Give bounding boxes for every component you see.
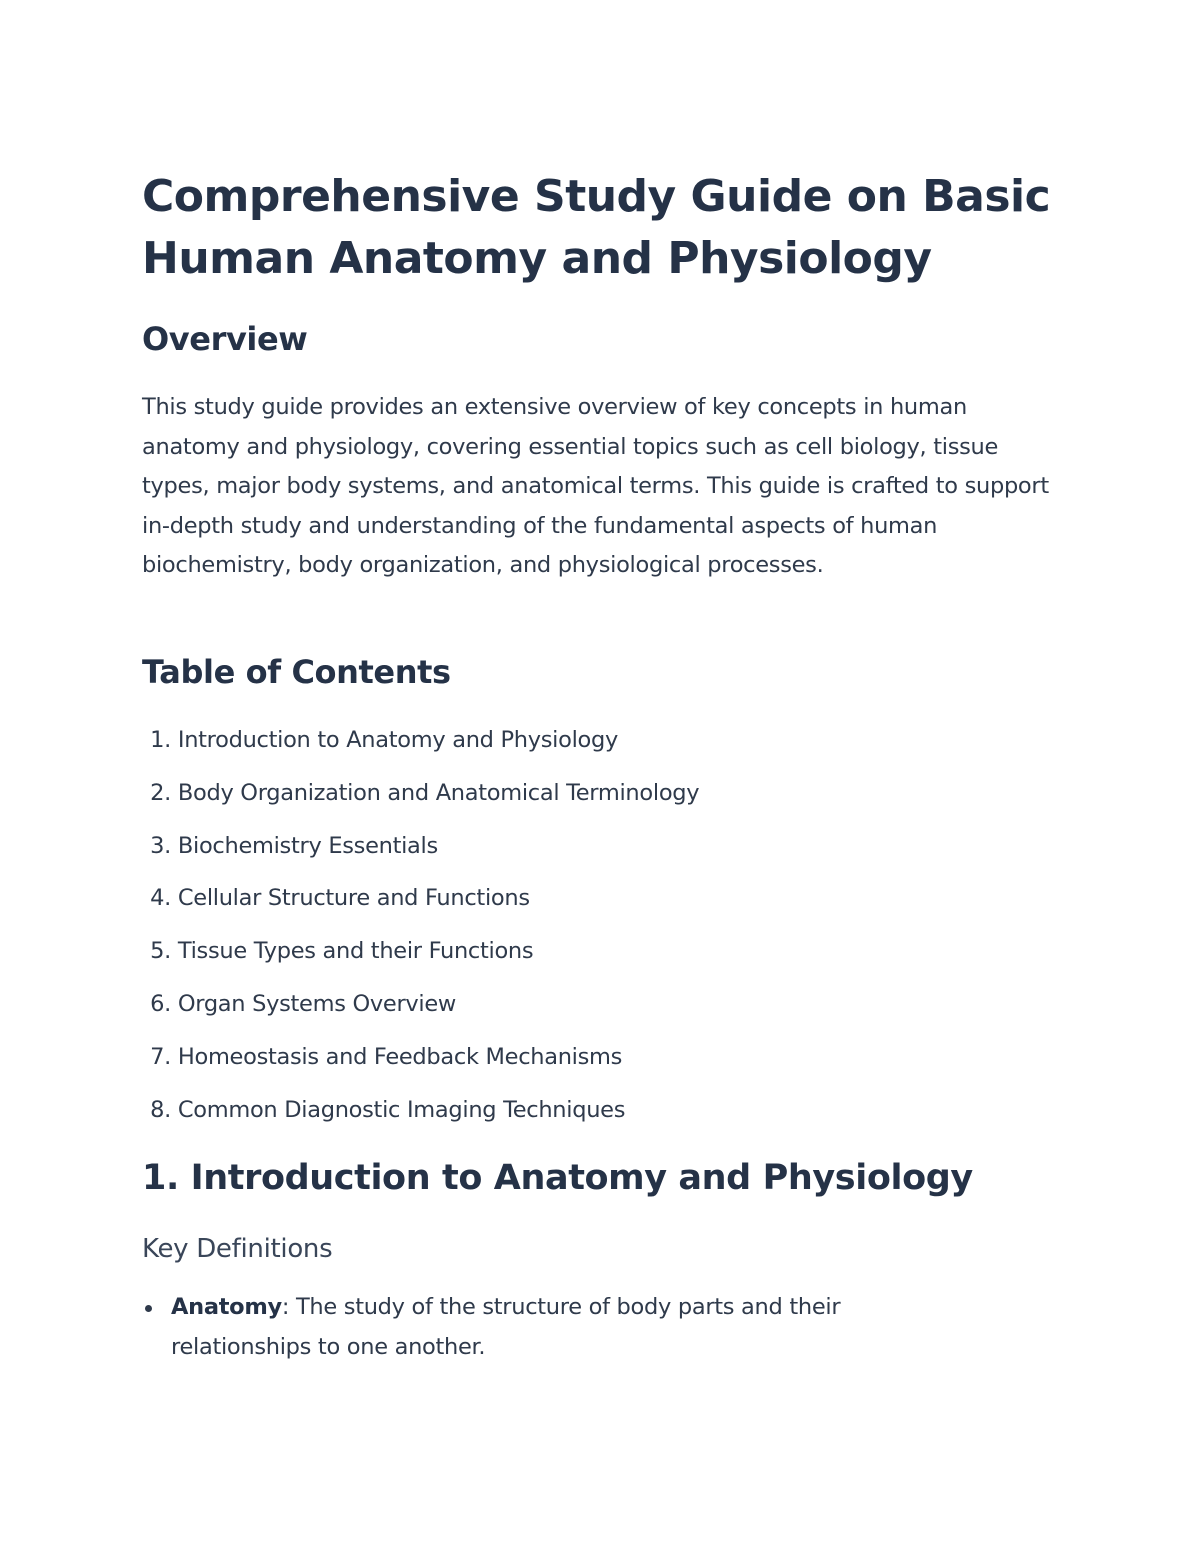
document-title: Comprehensive Study Guide on Basic Human Anatomy and Physiology xyxy=(142,171,1051,284)
overview-paragraph: This study guide provides an extensive overview of key concepts in human anatomy and physiology, covering essential topics such as cell biology, tissue types, major body systems, and anatomical terms. This guide is crafted to support in-depth study and understanding of the fundamental aspects of human biochemistry, body organization, and physiological processes. xyxy=(142,394,1049,579)
toc-item-label: Tissue Types and their Functions xyxy=(177,938,534,965)
toc-item xyxy=(142,878,699,931)
definition-text: : The study of the structure of body parts and their relationships to one another. xyxy=(171,1294,841,1360)
toc-item xyxy=(142,773,699,826)
toc-item-label: Biochemistry Essentials xyxy=(177,832,438,859)
toc-item-label: Homeostasis and Feedback Mechanisms xyxy=(177,1043,623,1070)
toc-item-label: Introduction to Anatomy and Physiology xyxy=(177,727,618,753)
toc-item-number: 6. xyxy=(150,990,171,1017)
toc-item xyxy=(142,1090,699,1143)
toc-item xyxy=(142,1037,699,1090)
toc-item-number: 8. xyxy=(150,1096,171,1123)
toc-item-number: 1. xyxy=(150,727,171,753)
toc-item xyxy=(142,931,699,984)
bullet-icon xyxy=(145,1305,152,1312)
toc-item-number: 4. xyxy=(150,885,171,912)
overview-heading: Overview xyxy=(142,320,308,358)
toc-item xyxy=(142,826,699,879)
definition-term: Anatomy xyxy=(171,1294,282,1320)
toc-item-label: Body Organization and Anatomical Terminology xyxy=(177,779,700,806)
toc-item-label: Common Diagnostic Imaging Techniques xyxy=(177,1096,626,1123)
toc-item xyxy=(142,720,699,773)
definitions-list xyxy=(142,1288,942,1367)
toc-item-label: Cellular Structure and Functions xyxy=(177,885,530,912)
toc-item-number: 5. xyxy=(150,938,171,965)
key-definitions-subheading: Key Definitions xyxy=(142,1234,333,1264)
toc-item-number: 7. xyxy=(150,1043,171,1070)
table-of-contents xyxy=(142,720,699,1142)
toc-item-number: 2. xyxy=(150,779,171,806)
toc-heading: Table of Contents xyxy=(142,653,451,691)
toc-item-label: Organ Systems Overview xyxy=(177,990,457,1017)
definition-item xyxy=(142,1288,942,1367)
section-1-heading: 1. Introduction to Anatomy and Physiology xyxy=(142,1158,973,1198)
toc-item xyxy=(142,984,699,1037)
toc-item-number: 3. xyxy=(150,832,171,859)
